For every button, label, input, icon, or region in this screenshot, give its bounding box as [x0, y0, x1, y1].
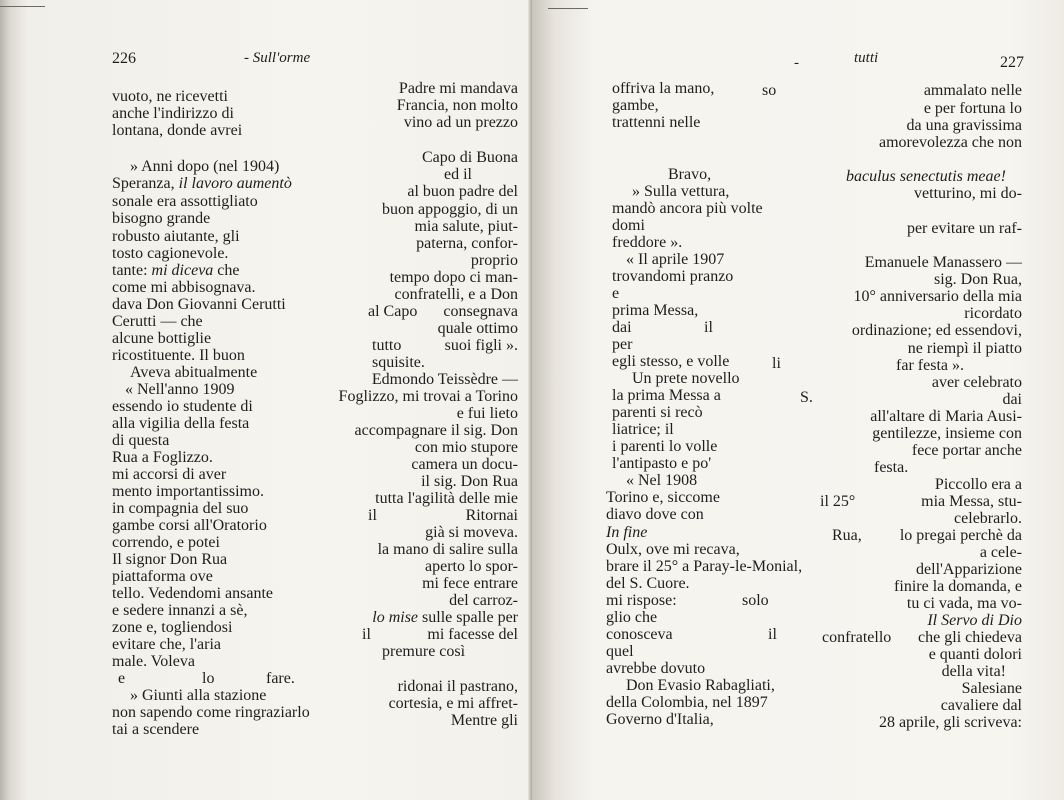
text-line: confratelli, e a Don	[394, 286, 518, 303]
text-line: amorevolezza che non	[878, 134, 1022, 151]
text-line: S.	[800, 389, 813, 406]
text-line: vuoto, ne ricevetti	[112, 88, 228, 105]
text-line: Cerutti — che	[112, 313, 203, 330]
text-line: Emanuele Manassero —	[864, 254, 1022, 271]
text-line: li	[772, 355, 781, 372]
running-title-text: Sull'orme	[252, 50, 311, 66]
page-edge-rule	[548, 8, 588, 9]
text-line: » Anni dopo (nel 1904)	[130, 158, 280, 175]
text-line: gambe,	[612, 97, 659, 114]
text-line: celebrarlo.	[954, 510, 1022, 527]
text-line: Torino e, siccome	[606, 489, 720, 506]
text-line: proprio	[470, 252, 518, 269]
text-line: lontana, donde avrei	[112, 122, 243, 139]
text-line: » Giunti alla stazione	[130, 687, 267, 704]
text-line: mi fece entrare	[422, 575, 518, 592]
text-line: e sedere innanzi a sè,	[112, 602, 248, 619]
text-line: in compagnia del suo	[112, 500, 249, 517]
text-line: gambe corsi all'Oratorio	[112, 517, 267, 534]
text-line: e	[118, 670, 126, 687]
text-line: la prima Messa a	[612, 387, 721, 404]
text-line: conosceva	[606, 626, 673, 643]
text-line: mi rispose:	[606, 592, 677, 609]
text-line: Capo di Buona	[422, 149, 518, 166]
text-line: » Sulla vettura,	[632, 183, 730, 200]
text-line: e quanti dolori	[928, 646, 1022, 663]
text-line: Oulx, ove mi recava,	[606, 541, 740, 558]
text-line: buon appoggio, di un	[382, 201, 518, 218]
text-line: la mano di salire sulla	[377, 541, 518, 558]
text-line: evitare che, l'aria	[112, 636, 222, 653]
text-line: e per fortuna lo	[923, 100, 1022, 117]
text-line: il	[362, 626, 371, 643]
text-line: In fine	[606, 524, 648, 541]
text-line: di questa	[112, 432, 170, 449]
text-line: ridonai il pastrano,	[397, 678, 518, 695]
text-line: per	[612, 336, 633, 353]
running-title: - Sull'orme	[244, 50, 311, 66]
text-line: e	[612, 285, 620, 302]
text-line: alla vigilia della festa	[112, 415, 250, 432]
text-line: vino ad un prezzo	[403, 114, 518, 131]
text-line: quel	[606, 643, 634, 660]
text-line: con mio stupore	[414, 439, 518, 456]
text-line: Edmondo Teissèdre —	[371, 371, 518, 388]
text-line: aperto lo spor-	[425, 558, 518, 575]
text-line: non sapendo come ringraziarlo	[112, 704, 310, 721]
text-line: tante: mi diceva che	[112, 262, 240, 279]
text-line: 28 aprile, gli scriveva:	[878, 714, 1022, 731]
text-line: Rua,	[832, 527, 862, 544]
text-line: alcune bottiglie	[112, 330, 212, 347]
text-line: far festa ».	[896, 357, 964, 374]
text-line: Ritornai	[465, 507, 518, 524]
text-line: della Colombia, nel 1897	[606, 694, 768, 711]
text-line: festa.	[874, 459, 909, 476]
text-line: che gli chiedeva	[918, 629, 1022, 646]
text-line: del S. Cuore.	[606, 575, 690, 592]
text-line: della vita!	[941, 663, 1006, 680]
text-line: i parenti lo volle	[612, 438, 718, 455]
text-line: consegnava	[443, 303, 518, 320]
text-line: prima Messa,	[612, 302, 699, 319]
text-line: il	[704, 319, 713, 336]
page-number: 227	[1000, 54, 1024, 71]
text-line: Mentre gli	[450, 712, 518, 729]
text-line: già si moveva.	[425, 524, 518, 541]
text-line: liatrice; il	[612, 421, 674, 438]
text-line: brare il 25° a Paray-le-Monial,	[606, 558, 803, 575]
text-line: correndo, e potei	[112, 534, 220, 551]
text-line: zone e, togliendosi	[112, 619, 233, 636]
text-line: cavaliere dal	[940, 697, 1022, 714]
text-line: ricordato	[964, 305, 1022, 322]
text-line: lo mise sulle spalle per	[372, 609, 518, 626]
text-line: Foglizzo, mi trovai a Torino	[338, 388, 518, 405]
text-line: confratello	[822, 629, 892, 646]
text-line: so	[762, 82, 777, 99]
text-line: ne riempì il piatto	[907, 340, 1022, 357]
text-line: dava Don Giovanni Cerutti	[112, 296, 286, 313]
text-line: mia Messa, stu-	[921, 493, 1022, 510]
text-line: squisite.	[372, 354, 425, 371]
text-line: Piccollo era a	[934, 476, 1022, 493]
text-line: trovandomi pranzo	[612, 268, 734, 285]
text-line: dell'Apparizione	[916, 561, 1022, 578]
text-line: tempo dopo ci man-	[389, 269, 518, 286]
text-line: accompagnare il sig. Don	[354, 422, 518, 439]
text-line: tello. Vedendomi ansante	[112, 585, 273, 602]
text-line: Bravo,	[668, 166, 712, 183]
text-line: il sig. Don Rua	[421, 473, 518, 490]
text-line: piattaforma ove	[112, 568, 213, 585]
text-line: e fui lieto	[456, 405, 518, 422]
text-line: cortesia, e mi affret-	[388, 695, 518, 712]
text-line: fece portar anche	[911, 442, 1022, 459]
text-line: mia salute, piut-	[414, 218, 518, 235]
right-page	[532, 0, 1064, 800]
header-mark: -	[794, 55, 799, 71]
text-line: domi	[612, 217, 645, 234]
text-line: Il Servo di Dio	[927, 612, 1022, 629]
text-line: mandò ancora più volte	[612, 200, 763, 217]
text-line: « Il aprile 1907	[626, 251, 725, 268]
text-line: freddore ».	[612, 234, 683, 251]
running-title: tutti	[854, 50, 879, 66]
page-edge-rule	[0, 6, 45, 7]
text-line: come mi abbisognava.	[112, 279, 256, 296]
text-line: offriva la mano,	[612, 80, 715, 97]
text-line: quale ottimo	[437, 320, 518, 337]
text-line: Don Evasio Rabagliati,	[626, 677, 775, 694]
text-line: ed il	[444, 166, 472, 183]
text-line: vetturino, mi do-	[914, 185, 1022, 202]
text-line: tosto cagionevole.	[112, 245, 229, 262]
text-line: gentilezze, insieme con	[872, 425, 1022, 442]
text-line: ricostituente. Il buon	[112, 347, 245, 364]
text-line: Padre mi mandava	[398, 80, 518, 97]
text-line: « Nel 1908	[626, 472, 698, 489]
text-line: Governo d'Italia,	[606, 711, 714, 728]
text-line: camera un docu-	[411, 456, 518, 473]
text-line: Rua a Foglizzo.	[112, 449, 213, 466]
text-line: tai a scendere	[112, 721, 200, 738]
text-line: all'altare di Maria Ausi-	[870, 408, 1022, 425]
text-line: al buon padre del	[407, 183, 518, 200]
text-line: lo pregai perchè da	[899, 527, 1022, 544]
text-line: Un prete novello	[632, 370, 740, 387]
page-number: 226	[112, 50, 136, 67]
text-line: l'antipasto e po'	[612, 455, 712, 472]
text-line: Francia, non molto	[396, 97, 518, 114]
text-line: Il signor Don Rua	[112, 551, 228, 568]
text-line: essendo io studente di	[112, 398, 253, 415]
text-line: dai	[612, 319, 632, 336]
text-line: da una gravissima	[906, 117, 1022, 134]
text-line: male. Voleva	[112, 653, 195, 670]
text-line: bisogno grande	[112, 210, 211, 227]
text-line: parenti si recò	[612, 404, 703, 421]
text-line: sig. Don Rua,	[934, 271, 1022, 288]
text-line: diavo dove con	[606, 506, 704, 523]
text-line: al Capo	[368, 303, 418, 320]
text-line: aver celebrato	[931, 374, 1022, 391]
text-line: baculus senectutis meae!	[846, 168, 1006, 185]
text-line: il	[768, 626, 777, 643]
text-line: il	[368, 507, 377, 524]
text-line: Aveva abitualmente	[130, 364, 258, 381]
text-line: finire la domanda, e	[894, 578, 1022, 595]
text-line: Speranza, il lavoro aumentò	[112, 175, 292, 192]
text-line: sonale era assottigliato	[112, 193, 258, 210]
text-line: glio che	[606, 609, 658, 626]
text-line: mi accorsi di aver	[112, 466, 227, 483]
text-line: anche l'indirizzo di	[112, 105, 234, 122]
text-line: robusto aiutante, gli	[112, 228, 240, 245]
text-line: premure così	[382, 643, 466, 660]
text-line: Salesiane	[961, 680, 1022, 697]
text-line: tutta l'agilità delle mie	[375, 490, 518, 507]
text-line: solo	[742, 592, 769, 609]
text-line: fare.	[266, 670, 295, 687]
text-line: tu ci vada, ma vo-	[906, 595, 1022, 612]
text-line: avrebbe dovuto	[606, 660, 706, 677]
text-line: tutto	[372, 337, 402, 354]
text-line: « Nell'anno 1909	[125, 381, 235, 398]
text-line: 10° anniversario della mia	[853, 288, 1022, 305]
text-line: lo	[202, 670, 215, 687]
text-line: egli stesso, e volle	[612, 353, 730, 370]
text-line: dai	[1002, 391, 1022, 408]
text-line: suoi figli ».	[444, 337, 518, 354]
text-line: paterna, confor-	[416, 235, 518, 252]
text-line: ordinazione; ed essendovi,	[851, 322, 1022, 339]
text-line: il 25°	[820, 493, 856, 510]
text-line: ammalato nelle	[923, 82, 1022, 99]
text-line: mi facesse del	[427, 626, 518, 643]
text-line: a cele-	[979, 544, 1022, 561]
text-line: mento importantissimo.	[112, 483, 264, 500]
text-line: trattenni nelle	[612, 114, 701, 131]
text-line: del carroz-	[449, 592, 518, 609]
text-line: per evitare un raf-	[906, 220, 1022, 237]
